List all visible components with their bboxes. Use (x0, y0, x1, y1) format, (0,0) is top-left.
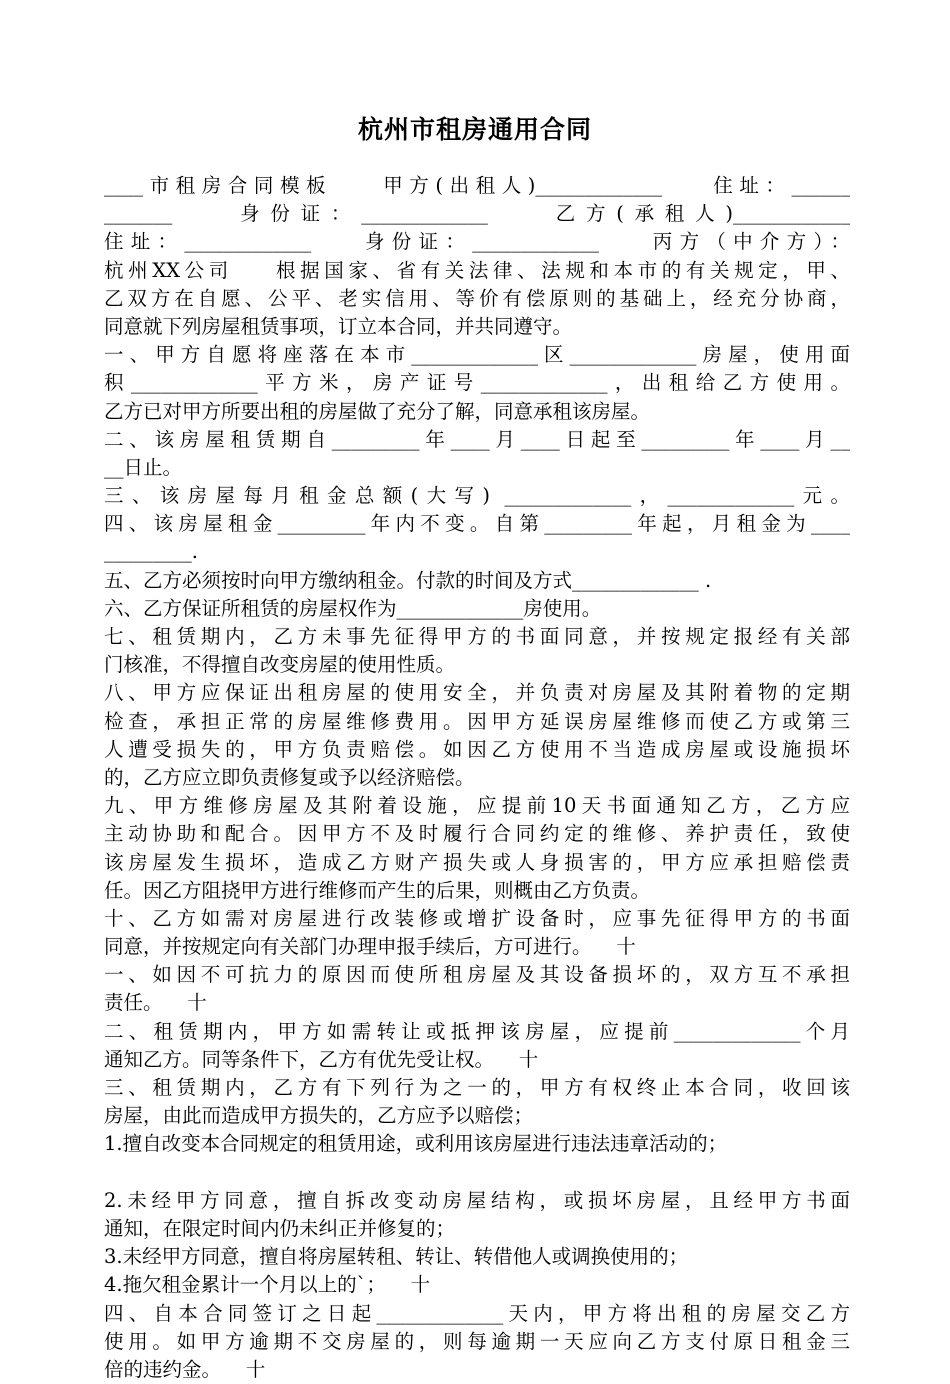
contract-line: 四、自本合同签订之日起_____________天内，甲方将出租的房屋交乙方 (104, 1301, 850, 1325)
contract-line: 房屋，由此而造成甲方损失的，乙方应予以赔偿； (104, 1104, 534, 1128)
contract-line: 乙方已对甲方所要出租的房屋做了充分了解，同意承租该房屋。 (104, 399, 651, 423)
contract-line: 一、如因不可抗力的原因而使所租房屋及其设备损坏的，双方互不承担 (104, 963, 850, 987)
contract-line: 3.未经甲方同意，擅自将房屋转租、转让、转借他人或调换使用的； (104, 1245, 689, 1269)
contract-line: 五、乙方必须按时向甲方缴纳租金。付款的时间及方式_____________ . (104, 568, 712, 592)
contract-line: 三、该房屋每月租金总额(大写) _____________，_____________元。 (104, 484, 850, 508)
contract-line: 十、乙方如需对房屋进行改装修或增扩设备时，应事先征得甲方的书面 (104, 906, 850, 930)
contract-line: 二、该房屋租赁期自_________年____月____日起至_________年____月__ (104, 427, 850, 451)
contract-line: 七、租赁期内，乙方未事先征得甲方的书面同意，并按规定报经有关部 (104, 625, 850, 648)
contract-line: 门核准，不得擅自改变房屋的使用性质。 (104, 653, 456, 677)
contract-line: 六、乙方保证所租赁的房屋权作为_____________房使用。 (104, 596, 602, 620)
contract-line: 任。因乙方阻挠甲方进行维修而产生的后果，则概由乙方负责。 (104, 878, 651, 902)
contract-line: 人遭受损失的，甲方负责赔偿。如因乙方使用不当造成房屋或设施损坏 (104, 737, 850, 761)
contract-line: 一、甲方自愿将座落在本市_____________区_____________房屋，使用面 (104, 343, 850, 367)
contract-line: 乙双方在自愿、公平、老实信用、等价有偿原则的基础上，经充分协商， (104, 286, 850, 310)
contract-line (104, 1159, 850, 1187)
contract-line: 住址：_____________ 身份证：_____________ 丙方（中介方）： (104, 230, 850, 254)
contract-line: 积_____________平方米，房产证号_____________，出租给乙方使用。 (104, 371, 850, 395)
contract-line: 二、租赁期内，甲方如需转让或抵押该房屋，应提前_____________个月 (104, 1019, 850, 1043)
document-title: 杭州市租房通用合同 (357, 115, 592, 144)
contract-line: 主动协助和配合。因甲方不及时履行合同约定的维修、养护责任，致使 (104, 822, 850, 846)
contract-line: 三、租赁期内，乙方有下列行为之一的，甲方有权终止本合同，收回该 (104, 1076, 850, 1099)
contract-line: ____市租房合同模板 甲方(出租人)_____________ 住址：______ (104, 174, 850, 197)
contract-line: 该房屋发生损坏，造成乙方财产损失或人身损害的，甲方应承担赔偿责 (104, 850, 850, 874)
contract-line: 1.擅自改变本合同规定的租赁用途，或利用该房屋进行违法违章活动的； (104, 1132, 728, 1156)
contract-line: 四、该房屋租金_________年内不变。自第_________年起，月租金为____ (104, 512, 850, 536)
contract-line: __日止。 (104, 455, 183, 479)
contract-line: 通知，在限定时间内仍未纠正并修复的； (104, 1216, 456, 1240)
contract-line: 使用。如甲方逾期不交房屋的，则每逾期一天应向乙方支付原日租金三 (104, 1329, 850, 1353)
contract-line: _________. (104, 540, 198, 564)
contract-line: 同意，并按规定向有关部门办理申报手续后，方可进行。 十 (104, 935, 636, 959)
contract-line: 4.拖欠租金累计一个月以上的`； 十 (104, 1273, 431, 1297)
contract-body (104, 172, 850, 1384)
contract-line: 同意就下列房屋租赁事项，订立本合同，并共同遵守。 (104, 314, 573, 338)
contract-line: 倍的违约金。 十 (104, 1357, 266, 1381)
contract-line: 九、甲方维修房屋及其附着设施，应提前10天书面通知乙方，乙方应 (104, 794, 850, 818)
contract-line: 2.未经甲方同意，擅自拆改变动房屋结构，或损坏房屋，且经甲方书面 (104, 1188, 850, 1212)
contract-line: 的，乙方应立即负责修复或予以经济赔偿。 (104, 765, 475, 789)
contract-line: 检查，承担正常的房屋维修费用。因甲方延误房屋维修而使乙方或第三 (104, 709, 850, 733)
contract-line: 责任。 十 (104, 991, 207, 1015)
contract-line: 杭州XX公司 根据国家、省有关法律、法规和本市的有关规定，甲、 (104, 258, 850, 282)
contract-line: _______ 身份证：_____________ 乙方(承租人)____________ (104, 202, 850, 226)
contract-line: 八、甲方应保证出租房屋的使用安全，并负责对房屋及其附着物的定期 (104, 681, 850, 705)
contract-line: 通知乙方。同等条件下，乙方有优先受让权。 十 (104, 1047, 539, 1071)
